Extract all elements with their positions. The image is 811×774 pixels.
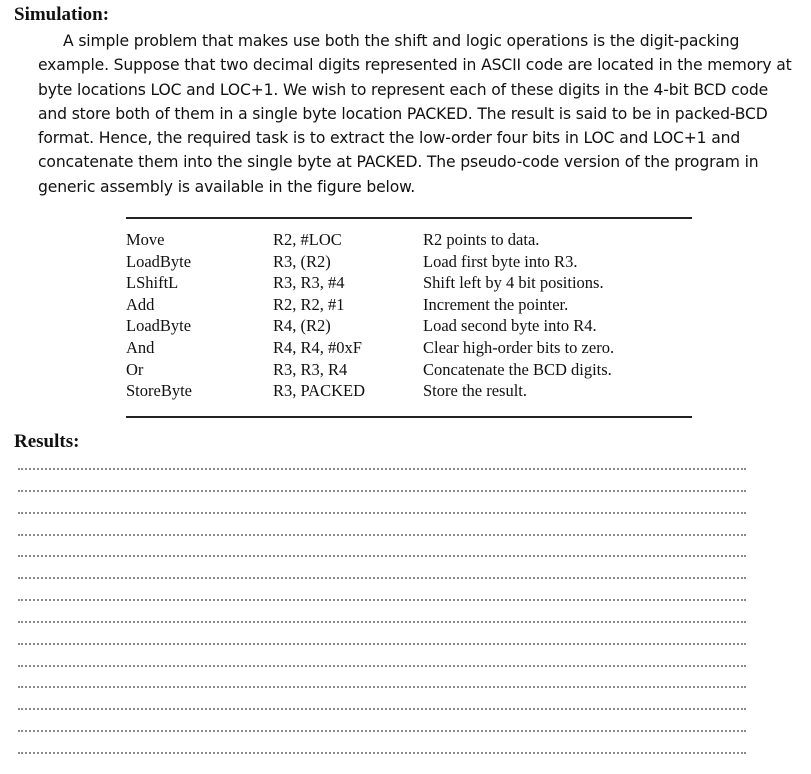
answer-line[interactable] [18,686,746,688]
instruction-comment: Clear high-order bits to zero. [423,337,615,357]
answer-line[interactable] [18,534,746,536]
instruction-mnemonic: LoadByte [126,316,192,336]
instruction-mnemonic: Add [126,294,155,314]
instruction-mnemonic: Move [126,230,165,249]
program-row [126,251,696,273]
answer-line[interactable] [18,599,746,601]
answer-line[interactable] [18,730,746,732]
answer-line[interactable] [18,512,746,514]
answer-line[interactable] [18,708,746,710]
program-row [126,359,696,381]
program-row [126,229,696,251]
answer-line[interactable] [18,643,746,645]
simulation-heading: Simulation: [14,4,110,25]
program-row [126,337,696,359]
answer-line[interactable] [18,468,746,470]
instruction-comment: Increment the pointer. [423,294,569,314]
instruction-comment: Shift left by 4 bit positions. [423,273,604,293]
instruction-comment: Concatenate the BCD digits. [423,359,612,379]
instruction-mnemonic: Or [126,359,144,379]
results-answer-area [18,468,746,774]
instruction-operands: R4, R4, #0xF [273,337,362,357]
table-top-rule [126,217,692,219]
instruction-operands: R3, (R2) [273,251,331,271]
answer-line[interactable] [18,621,746,623]
instruction-mnemonic: And [126,337,155,357]
instruction-mnemonic: StoreByte [126,381,192,401]
instruction-operands: R3, PACKED [273,381,365,401]
answer-line[interactable] [18,665,746,667]
instruction-comment: R2 points to data. [423,230,540,249]
results-heading: Results: [14,431,80,452]
answer-line[interactable] [18,752,746,754]
simulation-paragraph: A simple problem that makes use both the shift and logic operations is the digit-packing example. Suppose that two decimal digits represented in ASCII code are located in the memory at byte locations LOC and LOC+1. We wish to represent each of these digits in the 4-bit BCD code and store both of them in a single byte location PACKED. The result is said to be in packed-BCD format. Hence, the required task is to extract the low-order four bits in LOC and LOC+1 and concatenate them into the single byte at PACKED. The pseudo-code version of the program in generic assembly is available in the figure below. [38,32,792,196]
instruction-comment: Load first byte into R3. [423,251,578,271]
instruction-mnemonic: LShiftL [126,273,179,293]
program-row [126,315,696,337]
program-row [126,294,696,316]
instruction-operands: R3, R3, #4 [273,273,345,293]
instruction-comment: Store the result. [423,381,528,401]
instruction-operands: R3, R3, R4 [273,359,348,379]
program-row [126,380,696,402]
instruction-comment: Load second byte into R4. [423,316,597,336]
answer-line[interactable] [18,555,746,557]
instruction-mnemonic: LoadByte [126,251,192,271]
instruction-operands: R2, R2, #1 [273,294,345,314]
instruction-operands: R4, (R2) [273,316,331,336]
answer-line[interactable] [18,490,746,492]
assembly-program-table [126,229,696,402]
table-bottom-rule [126,416,692,418]
answer-line[interactable] [18,577,746,579]
instruction-operands: R2, #LOC [273,230,342,249]
program-row [126,272,696,294]
